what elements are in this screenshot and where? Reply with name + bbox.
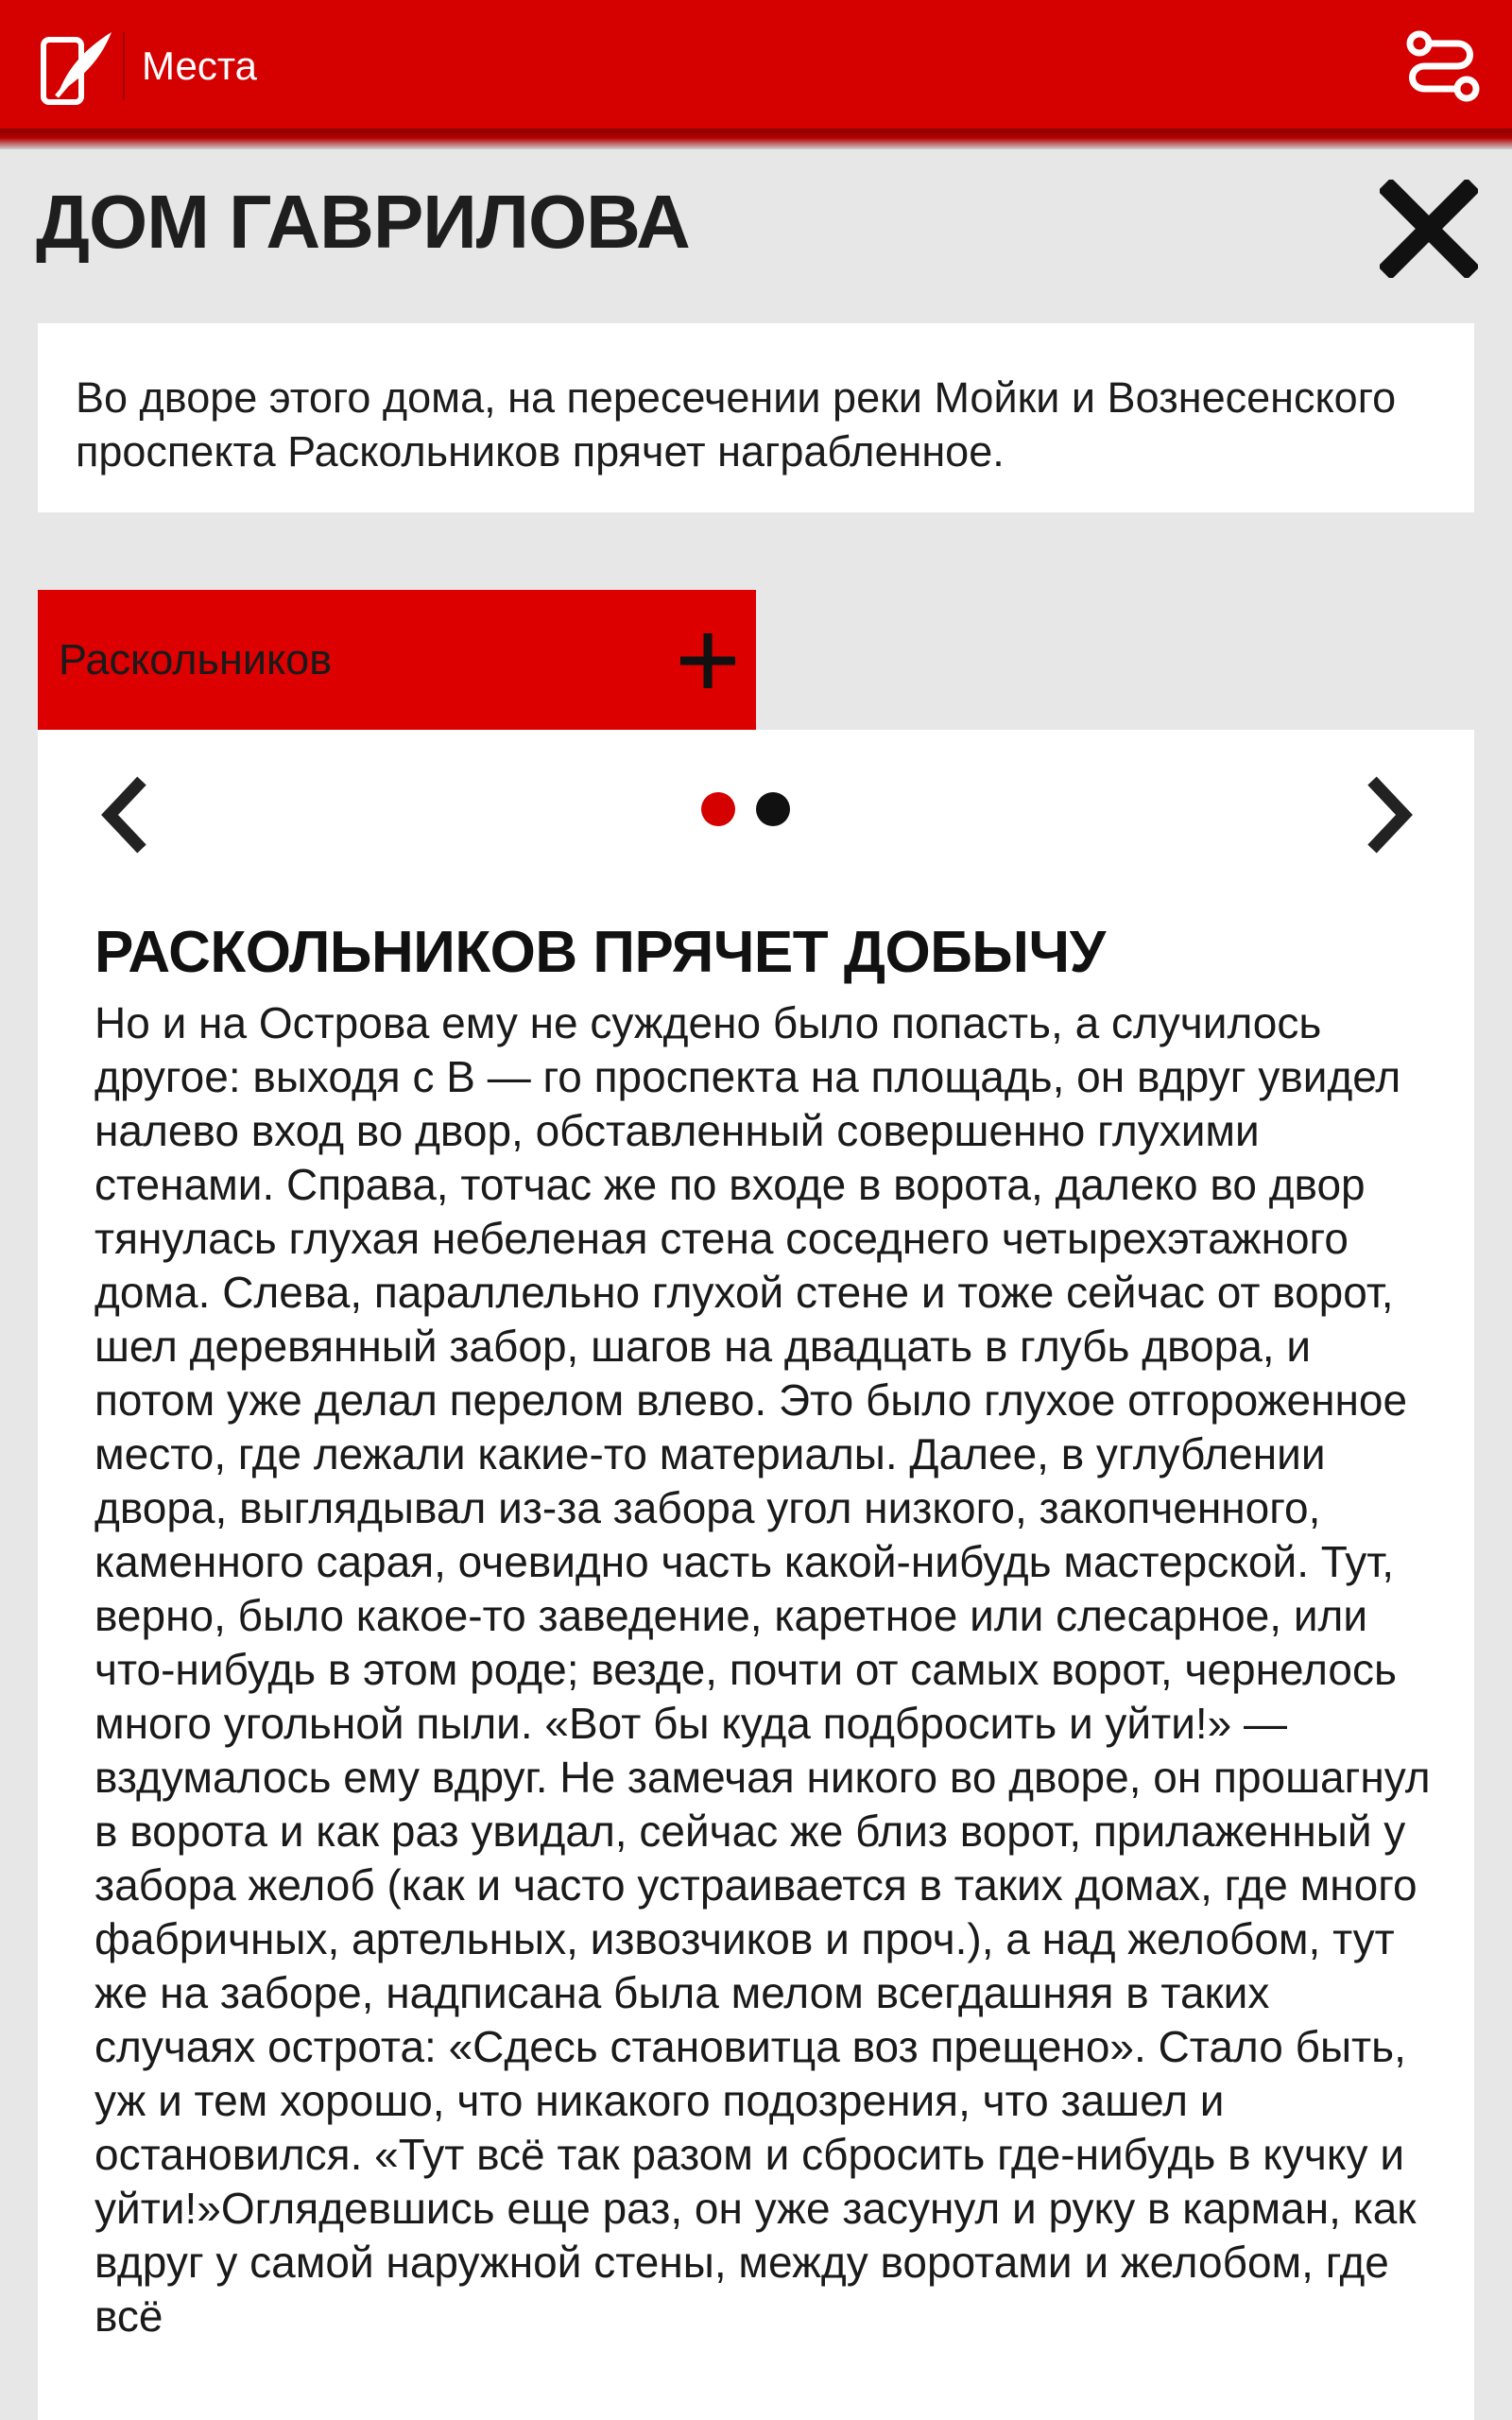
place-description: Во дворе этого дома, на пересечении реки Мойки и Вознесенского проспекта Раскольников прячет награбленное. (76, 373, 1397, 475)
story-title: РАСКОЛЬНИКОВ ПРЯЧЕТ ДОБЫЧУ (94, 920, 1106, 985)
chevron-left-icon[interactable] (91, 768, 157, 862)
plus-icon[interactable] (679, 631, 737, 690)
chevron-right-icon[interactable] (1357, 768, 1423, 862)
character-tab-label: Раскольников (59, 635, 333, 683)
place-description-card (38, 323, 1474, 512)
app-bar-shadow (0, 129, 1512, 149)
app-bar-title: Места (142, 43, 257, 88)
app-bar-divider (123, 32, 125, 100)
page-dot[interactable] (756, 792, 790, 826)
route-icon[interactable] (1399, 26, 1484, 106)
story-card (38, 730, 1474, 2420)
app-bar (0, 0, 1512, 129)
page-dot-active[interactable] (701, 792, 735, 826)
quill-phone-icon[interactable] (38, 26, 117, 106)
place-title: ДОМ ГАВРИЛОВА (36, 180, 690, 264)
close-icon[interactable] (1380, 180, 1478, 278)
story-text: Но и на Острова ему не суждено было попасть, а случилось другое: выходя с В — го проспекта на площадь, он вдруг увидел налево вход во двор, обставленный совершенно глухими стенами. Справа, тотчас же по входе в ворота, далеко во двор тянулась глухая небеленая стена соседнего четырехэтажного дома. Слева, параллельно глухой стене и тоже сейчас от ворот, шел деревянный забор, шагов на двадцать в глубь двора, и потом уже делал перелом влево. Это было глухое отгороженное место, где лежали какие-то материалы. Далее, в углублении двора, выглядывал из-за забора угол низкого, закопченного, каменного сарая, очевидно часть какой-нибудь мастерской. Тут, верно, было какое-то заведение, каретное или слесарное, или что-нибудь в этом роде; везде, почти от самых ворот, чернелось много угольной пыли. «Вот бы куда подбросить и уйти!» — вздумалось ему вдруг. Не замечая никого во дворе, он прошагнул в ворота и как раз увидал, сейчас же близ ворот, прилаженный у забора желоб (как и часто устраивается в таких домах, где много фабричных, артельных, извозчиков и проч.), а над желобом, тут же на заборе, надписана была мелом всегдашняя в таких случаях острота: «Сдесь становитца воз прещено». Стало быть, уж и тем хорошо, что никакого подозрения, что зашел и остановился. «Тут всё так разом и сбросить где-нибудь в кучку и уйти!»Оглядевшись еще раз, он уже засунул и руку в карман, как вдруг у самой наружной стены, между воротами и желобом, где всё (94, 998, 1431, 2341)
character-tab[interactable] (38, 590, 756, 730)
